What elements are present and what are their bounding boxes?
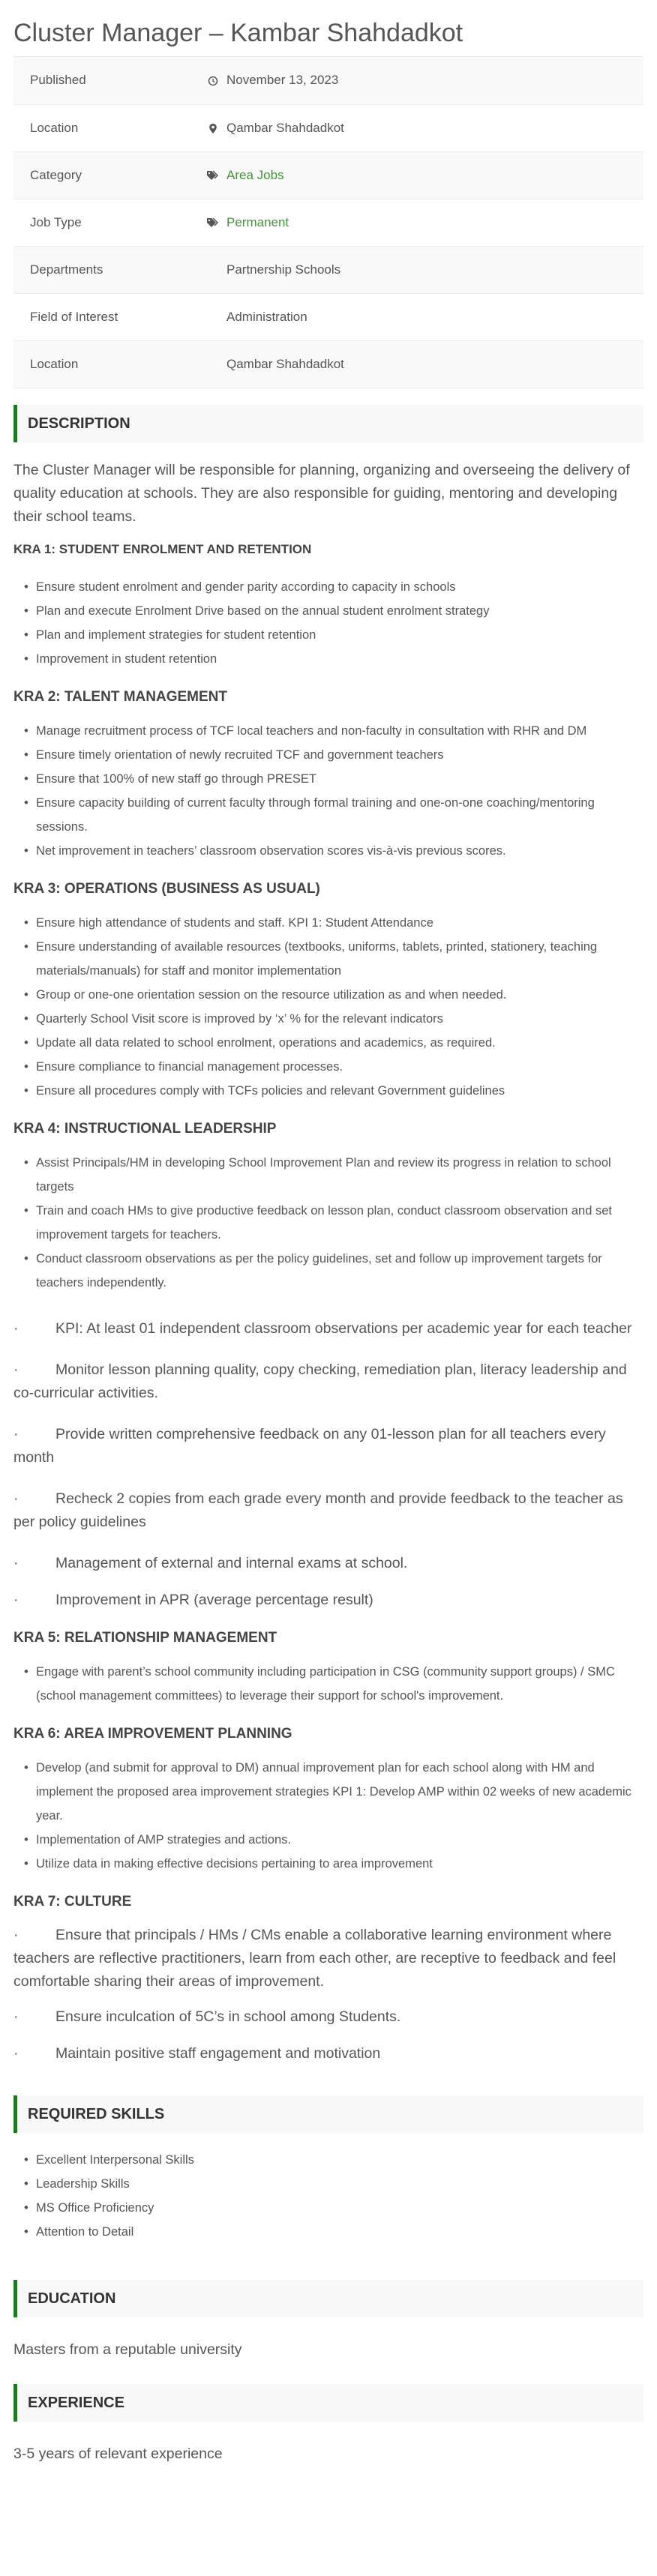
list-item: • Ensure all procedures comply with TCFs policies and relevant Government guidelines: [36, 1079, 644, 1103]
dot-point: · Ensure inculcation of 5C’s in school among Students.: [14, 2005, 644, 2029]
meta-value: November 13, 2023: [226, 73, 339, 88]
dot-marker: ·: [14, 1926, 19, 1943]
list-item: • Excellent Interpersonal Skills: [36, 2148, 644, 2172]
meta-row-location-2: [14, 340, 644, 388]
dot-marker: ·: [14, 2044, 19, 2062]
list-item: • Quarterly School Visit score is improved by ‘x’ % for the relevant indicators: [36, 1007, 644, 1031]
list-item: • Plan and implement strategies for student retention: [36, 623, 644, 647]
job-title: Cluster Manager – Kambar Shahdadkot: [14, 0, 644, 57]
meta-row-category: [14, 151, 644, 199]
kra7-heading: KRA 7: CULTURE: [14, 1893, 132, 1910]
section-heading-education: EDUCATION: [14, 2280, 644, 2317]
dot-marker: ·: [14, 1554, 19, 1571]
section-heading-skills: REQUIRED SKILLS: [14, 2095, 644, 2133]
list-item: • Attention to Detail: [36, 2220, 644, 2244]
dot-marker: ·: [14, 1319, 19, 1337]
kra5-list: [14, 1660, 644, 1708]
list-item: • Train and coach HMs to give productive feedback on lesson plan, conduct classroom observation and set improvement targets for teachers.: [36, 1199, 644, 1247]
meta-label: Departments: [30, 262, 104, 277]
meta-row-location: [14, 104, 644, 151]
kra4-list: [14, 1151, 644, 1295]
dot-point: · KPI: At least 01 independent classroom observations per academic year for each teacher: [14, 1317, 644, 1340]
education-text: Masters from a reputable university: [14, 2341, 242, 2358]
meta-label: Location: [30, 356, 79, 371]
clock-icon: [208, 73, 218, 87]
meta-row-departments: [14, 246, 644, 293]
kra3-list: [14, 911, 644, 1103]
list-item: • Utilize data in making effective decisions pertaining to area improvement: [36, 1852, 644, 1876]
meta-row-published: [14, 57, 644, 104]
list-item: • Ensure high attendance of students and staff. KPI 1: Student Attendance: [36, 911, 644, 935]
meta-label: Field of Interest: [30, 309, 118, 324]
dot-point: · Monitor lesson planning quality, copy checking, remediation plan, literacy leadership and co-curricular activities.: [14, 1358, 644, 1405]
meta-row-job-type: [14, 199, 644, 246]
list-item: • Conduct classroom observations as per the policy guidelines, set and follow up improvement targets for teachers independently.: [36, 1247, 644, 1295]
list-item: • MS Office Proficiency: [36, 2196, 644, 2220]
kra4-heading: KRA 4: INSTRUCTIONAL LEADERSHIP: [14, 1120, 277, 1137]
list-item: • Ensure timely orientation of newly recruited TCF and government teachers: [36, 743, 644, 767]
meta-label: Category: [30, 167, 82, 182]
list-item: • Engage with parent’s school community including participation in CSG (community support groups) / SMC (school management committees) to leverage their support for school's improvement.: [36, 1660, 644, 1708]
list-item: • Ensure student enrolment and gender parity according to capacity in schools: [36, 575, 644, 599]
meta-row-field-of-interest: [14, 293, 644, 340]
section-heading-experience: EXPERIENCE: [14, 2384, 644, 2422]
dot-marker: ·: [14, 1591, 19, 1608]
list-item: • Group or one-one orientation session on the resource utilization as and when needed.: [36, 983, 644, 1007]
kra5-heading: KRA 5: RELATIONSHIP MANAGEMENT: [14, 1629, 278, 1646]
meta-value: Qambar Shahdadkot: [226, 356, 344, 371]
meta-value: Partnership Schools: [226, 262, 341, 277]
kra1-list: [14, 575, 644, 671]
kra4-points: [14, 1317, 644, 1612]
kra1-heading: KRA 1: STUDENT ENROLMENT AND RETENTION: [14, 541, 312, 556]
kra6-heading: KRA 6: AREA IMPROVEMENT PLANNING: [14, 1725, 292, 1742]
meta-value: Administration: [226, 309, 308, 324]
kra3-heading: KRA 3: OPERATIONS (BUSINESS AS USUAL): [14, 880, 320, 897]
list-item: • Manage recruitment process of TCF local teachers and non-faculty in consultation with RHR and DM: [36, 719, 644, 743]
meta-label: Location: [30, 120, 79, 135]
meta-value: Qambar Shahdadkot: [226, 120, 344, 135]
job-type-link[interactable]: Permanent: [226, 214, 290, 229]
tag-icon: [206, 215, 220, 229]
kra2-heading: KRA 2: TALENT MANAGEMENT: [14, 688, 227, 705]
kra2-list: [14, 719, 644, 863]
skills-list: [14, 2148, 644, 2244]
dot-point: · Provide written comprehensive feedback on any 01-lesson plan for all teachers every month: [14, 1423, 644, 1469]
dot-marker: ·: [14, 1490, 19, 1507]
meta-label: Published: [30, 73, 86, 88]
section-heading-description: DESCRIPTION: [14, 405, 644, 442]
dot-marker: ·: [14, 2008, 19, 2025]
list-item: • Assist Principals/HM in developing School Improvement Plan and review its progress in relation to school targets: [36, 1151, 644, 1199]
list-item: • Ensure compliance to financial management processes.: [36, 1055, 644, 1079]
list-item: • Ensure understanding of available resources (textbooks, uniforms, tablets, printed, stationery, teaching materials/manuals) for staff and monitor implementation: [36, 935, 644, 983]
job-meta-table: [14, 57, 644, 388]
kra6-list: [14, 1756, 644, 1876]
meta-label: Job Type: [30, 214, 82, 229]
dot-marker: ·: [14, 1361, 19, 1378]
list-item: • Plan and execute Enrolment Drive based on the annual student enrolment strategy: [36, 599, 644, 623]
dot-point: · Recheck 2 copies from each grade every month and provide feedback to the teacher as per policy guidelines: [14, 1487, 644, 1534]
list-item: • Implementation of AMP strategies and actions.: [36, 1828, 644, 1852]
experience-text: 3-5 years of relevant experience: [14, 2445, 223, 2462]
dot-marker: ·: [14, 1425, 19, 1442]
list-item: • Ensure capacity building of current faculty through formal training and one-on-one coaching/mentoring sessions.: [36, 791, 644, 839]
list-item: • Update all data related to school enrolment, operations and academics, as required.: [36, 1031, 644, 1055]
kra7-points: [14, 1924, 644, 2065]
map-pin-icon: [208, 121, 218, 135]
dot-point: · Maintain positive staff engagement and motivation: [14, 2042, 644, 2065]
tag-icon: [206, 168, 220, 182]
category-link[interactable]: Area Jobs: [226, 167, 284, 182]
list-item: • Net improvement in teachers’ classroom observation scores vis-à-vis previous scores.: [36, 839, 644, 863]
description-intro: The Cluster Manager will be responsible for planning, organizing and overseeing the delivery of quality education at schools. They are also responsible for guiding, mentoring and developing their school teams.: [14, 461, 630, 525]
list-item: • Develop (and submit for approval to DM) annual improvement plan for each school along with HM and implement the proposed area improvement strategies KPI 1: Develop AMP within 02 weeks of new academic year.: [36, 1756, 644, 1828]
list-item: • Leadership Skills: [36, 2172, 644, 2196]
list-item: • Ensure that 100% of new staff go through PRESET: [36, 767, 644, 791]
list-item: • Improvement in student retention: [36, 647, 644, 671]
dot-point: · Improvement in APR (average percentage result): [14, 1589, 644, 1612]
dot-point: · Ensure that principals / HMs / CMs enable a collaborative learning environment where teachers are reflective practitioners, learn from each other, are receptive to feedback and feel comfortable sharing their areas of improvement.: [14, 1924, 644, 1993]
dot-point: · Management of external and internal exams at school.: [14, 1552, 644, 1575]
